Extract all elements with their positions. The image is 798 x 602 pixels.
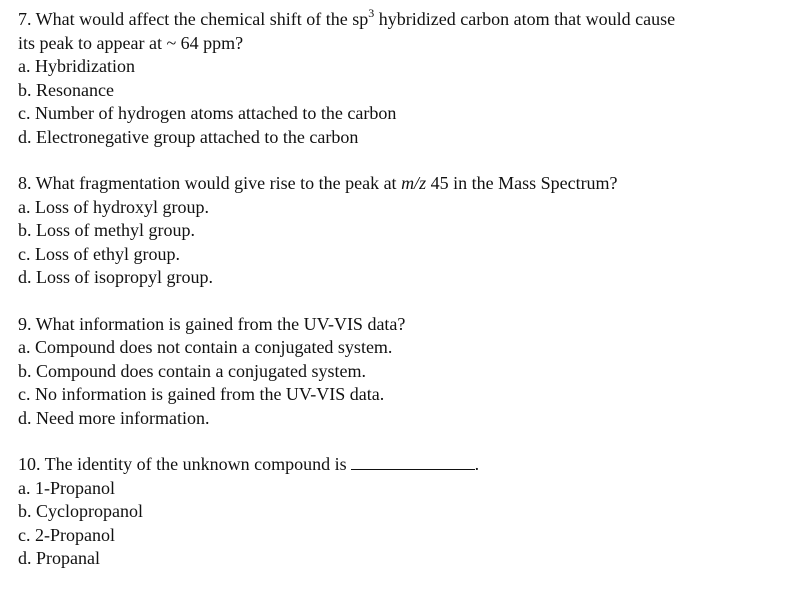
question-8-option-d: d. Loss of isopropyl group.: [18, 267, 213, 287]
question-10-option-c: c. 2-Propanol: [18, 524, 115, 545]
question-10-option-b: b. Cyclopropanol: [18, 501, 143, 521]
question-7-superscript: 3: [368, 6, 375, 20]
question-7-option-d: d. Electronegative group attached to the carbon: [18, 126, 359, 147]
question-7-option-c: c. Number of hydrogen atoms attached to the carbon: [18, 103, 397, 123]
question-8-option-a: a. Loss of hydroxyl group.: [18, 196, 209, 217]
question-10-option-d: d. Propanal: [18, 548, 100, 568]
question-7-option-a: a. Hybridization: [18, 56, 135, 76]
question-9: [18, 313, 788, 431]
question-10-stem-end: .: [474, 454, 480, 474]
question-7-stem-part-a: 7. What would affect the chemical shift of the sp: [18, 9, 369, 29]
question-9-stem: 9. What information is gained from the UV-VIS data?: [18, 313, 406, 334]
question-8-stem: [18, 172, 788, 196]
question-10-stem: [18, 453, 788, 477]
answer-blank: [351, 453, 475, 470]
question-8: [18, 172, 788, 290]
question-9-option-b: b. Compound does contain a conjugated system.: [18, 360, 366, 381]
question-8-stem-part-a: 8. What fragmentation would give rise to the peak at: [18, 173, 402, 193]
question-7-stem-line-2: its peak to appear at ~ 64 ppm?: [18, 32, 244, 53]
spacer: [18, 149, 788, 172]
question-7: [18, 8, 788, 149]
question-7-option-b: b. Resonance: [18, 79, 114, 100]
question-8-option-b: b. Loss of methyl group.: [18, 220, 195, 240]
question-8-option-c: c. Loss of ethyl group.: [18, 243, 180, 264]
question-8-stem-part-b: 45 in the Mass Spectrum?: [426, 173, 618, 193]
question-8-mz-italic: m/z: [401, 173, 427, 193]
question-7-stem-part-b: hybridized carbon atom that would cause: [374, 9, 676, 29]
quiz-page: [18, 8, 788, 571]
spacer: [18, 290, 788, 313]
question-10-option-a: a. 1-Propanol: [18, 477, 115, 498]
question-10-stem-text: 10. The identity of the unknown compound is: [18, 454, 347, 474]
question-9-option-d: d. Need more information.: [18, 407, 210, 428]
spacer: [18, 430, 788, 453]
question-7-stem-line-1: [18, 8, 788, 32]
question-9-option-a: a. Compound does not contain a conjugated system.: [18, 337, 393, 357]
question-10: [18, 453, 788, 571]
question-9-option-c: c. No information is gained from the UV-VIS data.: [18, 384, 385, 404]
